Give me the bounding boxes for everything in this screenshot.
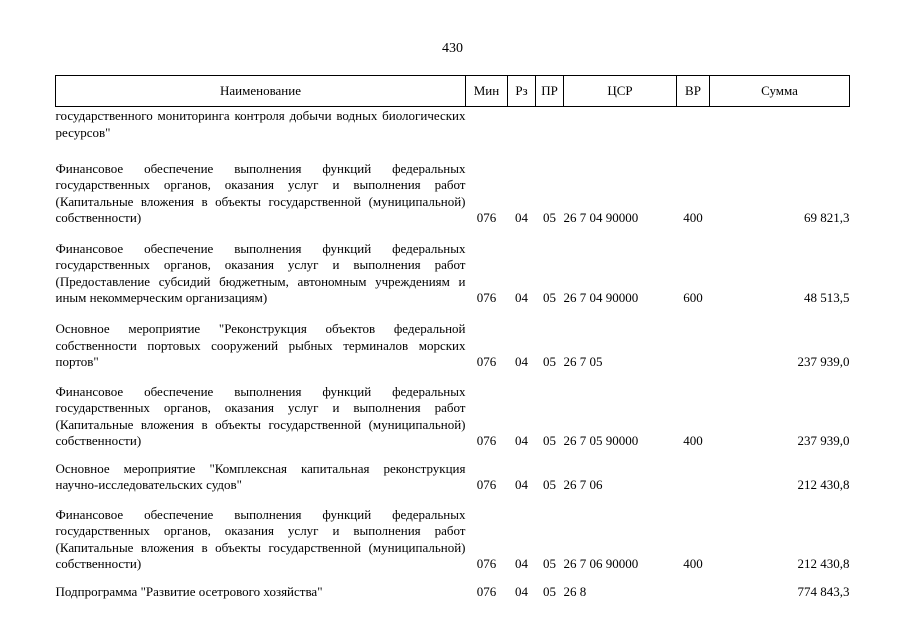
row-pr: 05 [543,433,556,448]
row-csr: 26 7 06 [563,477,603,492]
table-row [56,450,850,494]
row-csr: 26 7 06 90000 [563,556,639,571]
row-min: 076 [476,433,497,448]
row-rz: 04 [515,433,528,448]
row-vr [677,573,710,601]
row-pr: 05 [543,477,556,492]
table-header-row [56,76,850,107]
row-sum: 69 821,3 [804,210,850,225]
row-rz: 04 [515,556,528,571]
row-rz: 04 [515,210,528,225]
row-rz: 04 [515,477,528,492]
row-sum [710,107,850,147]
table-row [56,107,850,147]
row-name: Подпрограмма "Развитие осетрового хозяйства" [55,584,323,599]
budget-table [55,75,850,601]
row-vr: 400 [683,433,703,448]
row-rz: 04 [515,354,528,369]
row-name: Финансовое обеспечение выполнения функций федеральных государственных органов, оказания услуг и выполнения работ (Капитальные вложения в объекты государственной (муниципальной) собственности) [55,383,466,448]
row-name: Основное мероприятие "Реконструкция объектов федеральной собственности портовых сооружений рыбных терминалов морских портов" [55,321,466,369]
row-sum: 212 430,8 [797,477,850,492]
row-vr: 400 [683,556,703,571]
row-name: Основное мероприятие "Комплексная капитальная реконструкция научно-исследовательских судов" [55,460,466,492]
column-header-pr: ПР [536,76,564,107]
row-sum: 774 843,3 [797,584,850,599]
row-min: 076 [476,477,497,492]
table-row [56,494,850,573]
row-pr: 05 [543,290,556,305]
row-name: Финансовое обеспечение выполнения функций федеральных государственных органов, оказания услуг и выполнения работ (Капитальные вложения в объекты государственной (муниципальной) собственности) [55,506,466,571]
row-vr [677,307,710,371]
column-header-min: Мин [466,76,508,107]
row-min: 076 [476,210,497,225]
row-rz [508,107,536,147]
row-name: государственного мониторинга контроля добычи водных биологических ресурсов" [55,108,466,140]
column-header-csr: ЦСР [564,76,677,107]
row-vr [677,107,710,147]
table-row [56,371,850,450]
row-name: Финансовое обеспечение выполнения функций федеральных государственных органов, оказания услуг и выполнения работ (Предоставление субсидий бюджетным, автономным учреждениям и иным некоммерческим организациям) [55,240,466,305]
row-vr: 400 [683,210,703,225]
row-csr: 26 7 04 90000 [563,290,639,305]
row-rz: 04 [515,584,528,599]
row-min: 076 [476,290,497,305]
row-sum: 48 513,5 [804,290,850,305]
row-sum: 237 939,0 [797,433,850,448]
row-csr: 26 7 04 90000 [563,210,639,225]
column-header-sum: Сумма [710,76,850,107]
row-pr: 05 [543,584,556,599]
row-csr [564,107,677,147]
column-header-vr: ВР [677,76,710,107]
row-pr: 05 [543,210,556,225]
row-min: 076 [476,354,497,369]
table-row [56,307,850,371]
row-name: Финансовое обеспечение выполнения функций федеральных государственных органов, оказания услуг и выполнения работ (Капитальные вложения в объекты государственной (муниципальной) собственности) [55,160,466,225]
row-csr: 26 8 [563,584,587,599]
row-pr: 05 [543,556,556,571]
row-vr: 600 [683,290,703,305]
column-header-name: Наименование [56,76,466,107]
row-min [466,107,508,147]
row-pr [536,107,564,147]
row-csr: 26 7 05 [563,354,603,369]
row-pr: 05 [543,354,556,369]
column-header-rz: Рз [508,76,536,107]
row-sum: 212 430,8 [797,556,850,571]
row-csr: 26 7 05 90000 [563,433,639,448]
row-min: 076 [476,584,497,599]
page-number: 430 [442,41,463,56]
row-sum: 237 939,0 [797,354,850,369]
row-vr [677,450,710,494]
table-row [56,147,850,227]
row-min: 076 [476,556,497,571]
row-rz: 04 [515,290,528,305]
table-row [56,227,850,307]
table-row [56,573,850,601]
